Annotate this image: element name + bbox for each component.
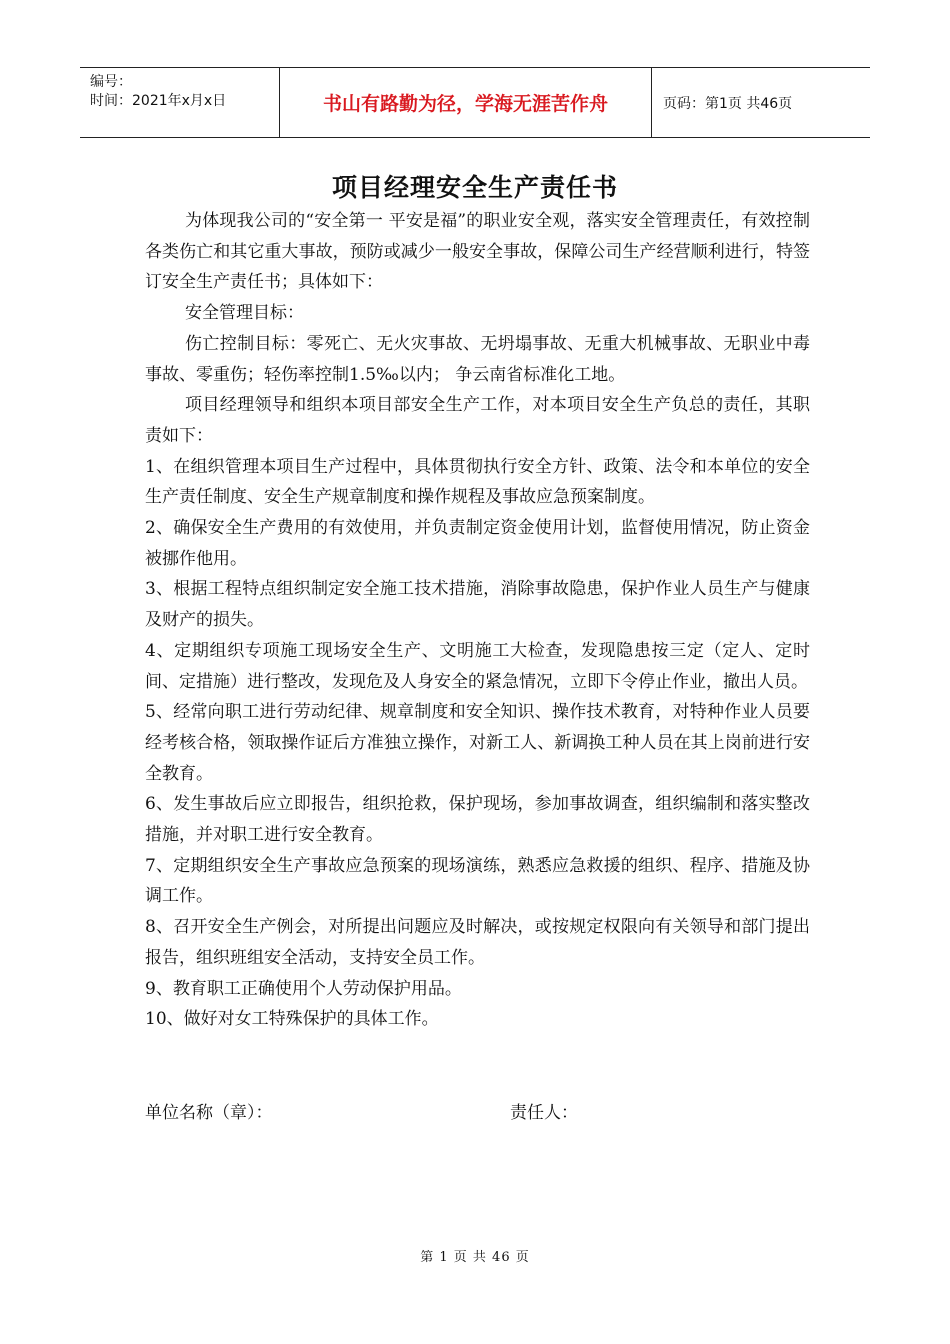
document-header [80, 67, 870, 138]
document-title: 项目经理安全生产责任书 [331, 173, 618, 202]
header-meta-cell [80, 68, 280, 137]
lead-paragraph: 项目经理领导和组织本项目部安全生产工作，对本项目安全生产负总的责任，其职责如下： [145, 395, 810, 446]
header-page-info: 页码：第1页 共46页 [663, 95, 793, 112]
duty-item-7: 7、定期组织安全生产事故应急预案的现场演练，熟悉应急救援的组织、程序、措施及协调工作。 [145, 855, 810, 907]
duty-item-1: 1、在组织管理本项目生产过程中，具体贯彻执行安全方针、政策、法令和本单位的安全生产责任制度、安全生产规章制度和操作规程及事故应急预案制度。 [145, 456, 810, 508]
date-label: 时间：2021年x月x日 [90, 93, 227, 109]
duty-item-3: 3、根据工程特点组织制定安全施工技术措施，消除事故隐患，保护作业人员生产与健康及财产的损失。 [145, 579, 810, 631]
duty-item-4: 4、定期组织专项施工现场安全生产、文明施工大检查，发现隐患按三定（定人、定时间、定措施）进行整改，发现危及人身安全的紧急情况，立即下令停止作业，撤出人员。 [145, 640, 810, 692]
unit-name-label: 单位名称（章）： [145, 1103, 273, 1123]
intro-paragraph: 为体现我公司的“安全第一 平安是福”的职业安全观，落实安全管理责任，有效控制各类伤亡和其它重大事故，预防或减少一般安全事故，保障公司生产经营顺利进行，特签订安全生产责任书；具体如下： [145, 211, 810, 293]
duty-item-2: 2、确保安全生产费用的有效使用，并负责制定资金使用计划，监督使用情况，防止资金被挪作他用。 [145, 518, 810, 569]
document-body [145, 206, 810, 1035]
duty-item-10: 10、做好对女工特殊保护的具体工作。 [145, 1009, 439, 1030]
duty-item-6: 6、发生事故后应立即报告，组织抢救，保护现场，参加事故调查，组织编制和落实整改措施，并对职工进行安全教育。 [145, 794, 810, 846]
target-paragraph: 伤亡控制目标：零死亡、无火灾事故、无坍塌事故、无重大机械事故、无职业中毒事故、零重伤；轻伤率控制1.5‰以内； 争云南省标准化工地。 [145, 333, 810, 385]
target-label: 安全管理目标： [185, 303, 304, 324]
number-label: 编号： [90, 74, 132, 90]
responsible-person-label: 责任人： [510, 1103, 578, 1123]
page-footer: 第 1 页 共 46 页 [420, 1250, 530, 1265]
duty-item-5: 5、经常向职工进行劳动纪律、规章制度和安全知识、操作技术教育，对特种作业人员要经考核合格，领取操作证后方准独立操作，对新工人、新调换工种人员在其上岗前进行安全教育。 [145, 702, 810, 784]
duty-item-8: 8、召开安全生产例会，对所提出问题应及时解决，或按规定权限向有关领导和部门提出报告，组织班组安全活动，支持安全员工作。 [145, 917, 810, 968]
header-motto: 书山有路勤为径，学海无涯苦作舟 [280, 68, 652, 137]
duty-item-9: 9、教育职工正确使用个人劳动保护用品。 [145, 978, 462, 999]
